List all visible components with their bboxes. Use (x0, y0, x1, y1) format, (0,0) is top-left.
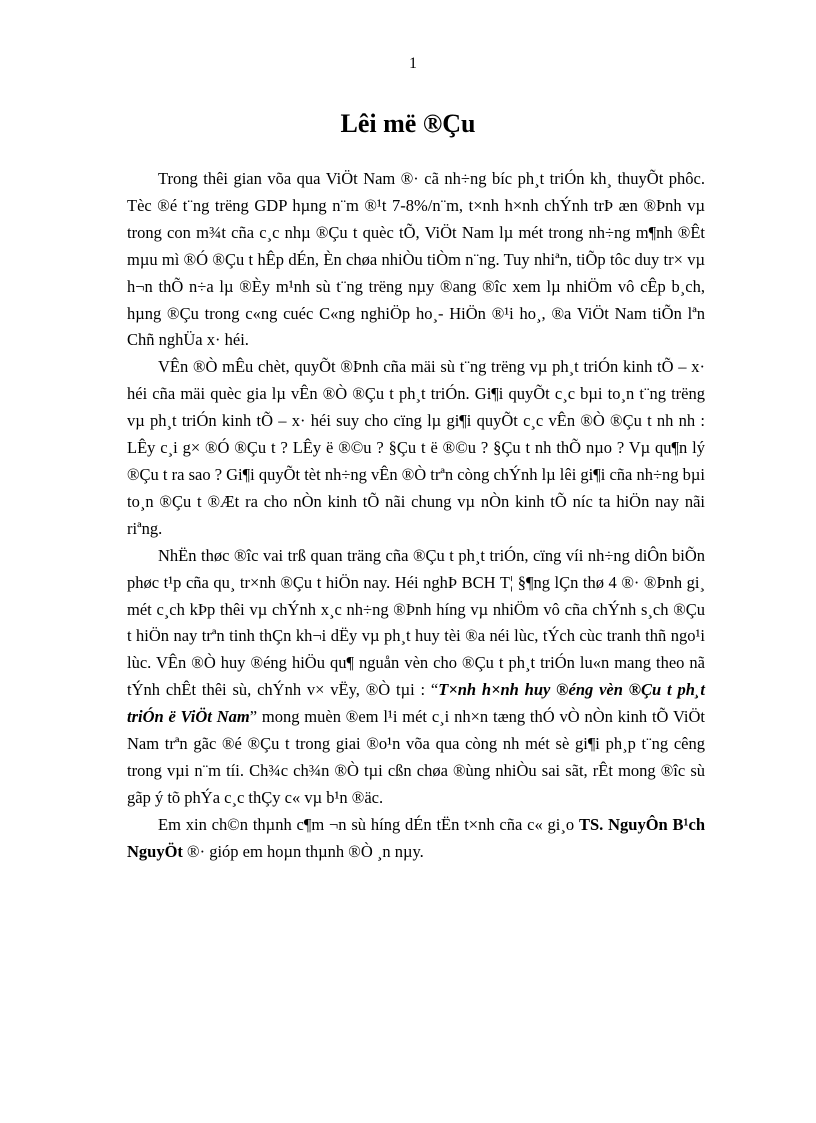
topic-title-emphasis: T×nh h×nh huy ®éng vèn ®Çu t ph¸t triÓn ë ViÖt Nam (127, 680, 705, 727)
paragraph-2: VÊn ®Ò mÊu chèt, quyÕt ®Þnh cña mäi sù t¨ng trëng vµ ph¸t triÓn kinh tÕ – x· héi cña mäi quèc gia lµ vÊn ®Ò ®Çu t ph¸t triÓn. Gi¶i quyÕt c¸c bµi to¸n t¨ng trëng vµ ph¸t triÓn kinh tÕ – x· héi suy cho cïng lµ gi¶i quyÕt c¸c vÊn ®Ò ®Çu t nh nh : LÊy c¸i g× ®Ó ®Çu t ? LÊy ë ®©u ? §Çu t ë ®©u ? §Çu t nh thÕ nµo ? Vµ qu¶n lý ®Çu t ra sao ? Gi¶i quyÕt tèt nh÷ng vÊn ®Ò trªn còng chÝnh lµ lêi gi¶i cña nh÷ng bµi to¸n ®Çu t ®Æt ra cho nÒn kinh tÕ nãi chung vµ nÒn kinh tÕ níc ta hiÖn nay nãi riªng. (127, 357, 705, 538)
page-title: Lêi më ®Çu (340, 109, 476, 138)
paragraph-4 (127, 812, 705, 866)
paragraph-3-continuation: ” mong muèn ®em l¹i mét c¸i nh×n tæng thÓ vÒ nÒn kinh tÕ ViÖt Nam trªn gãc ®é ®Çu t trong giai ®o¹n võa qua còng nh mét sè gi¶i ph¸p t¨ng cêng trong vµi n¨m tíi. Ch¾c ch¾n ®Ò tµi cßn chøa ®ùng nhiÒu sai sãt, rÊt mong ®îc sù gãp ý tõ phÝa c¸c thÇy c« vµ b¹n ®äc. (127, 707, 705, 807)
paragraph-1: Trong thêi gian võa qua ViÖt Nam ®· cã nh÷ng bíc ph¸t triÓn kh¸ thuyÕt phôc. Tèc ®é t¨ng trëng GDP hµng n¨m ®¹t 7-8%/n¨m, t×nh h×nh chÝnh trÞ æn ®Þnh vµ trong con m¾t cña c¸c nhµ ®Çu t quèc tÕ, ViÖt Nam lµ mét trong nh÷ng m¶nh ®Êt mµu mì ®Ó ®Çu t hÊp dÉn, Èn chøa nhiÒu tiÒm n¨ng. Tuy nhiªn, tiÕp tôc duy tr× vµ h¬n thÕ n÷a lµ ®Èy m¹nh sù t¨ng trëng nµy ®ang ®îc xem lµ nhiÖm vô cÊp b¸ch, hµng ®Çu trong c«ng cuéc C«ng nghiÖp ho¸- HiÖn ®¹i ho¸, ®a ViÖt Nam tiÕn lªn Chñ nghÜa x· héi. (127, 169, 705, 350)
paragraph-3-intro: NhËn thøc ®îc vai trß quan träng cña ®Çu t ph¸t triÓn, cïng víi nh÷ng diÔn biÕn phøc t¹p cña qu¸ tr×nh ®Çu t hiÖn nay. Héi nghÞ BCH T¦ §¶ng lÇn thø 4 ®· ®Þnh gi¸ mét c¸ch kÞp thêi vµ chÝnh x¸c nh÷ng ®Þnh híng vµ nhiÖm vô cña chÝnh s¸ch ®Çu t hiÖn nay trªn tinh thÇn kh¬i dËy vµ ph¸t huy tèi ®a néi lùc, tÝch cùc tranh thñ ngo¹i lùc. VÊn ®Ò huy ®éng hiÖu qu¶ nguån vèn cho ®Çu t ph¸t triÓn lu«n mang theo nã tÝnh chÊt thêi sù, chÝnh v× vËy, ®Ò tµi : “ (127, 545, 705, 700)
paragraph-4-intro: Em xin ch©n thµnh c¶m ¬n sù híng dÉn tËn t×nh cña c« gi¸o (158, 814, 579, 834)
document-body (127, 166, 705, 866)
page-number: 1 (409, 55, 417, 72)
paragraph-4-ending: ®· gióp em hoµn thµnh ®Ò ¸n nµy. (182, 841, 424, 861)
paragraph-3 (127, 543, 705, 812)
advisor-name: TS. NguyÔn B¹ch NguyÖt (127, 814, 705, 861)
